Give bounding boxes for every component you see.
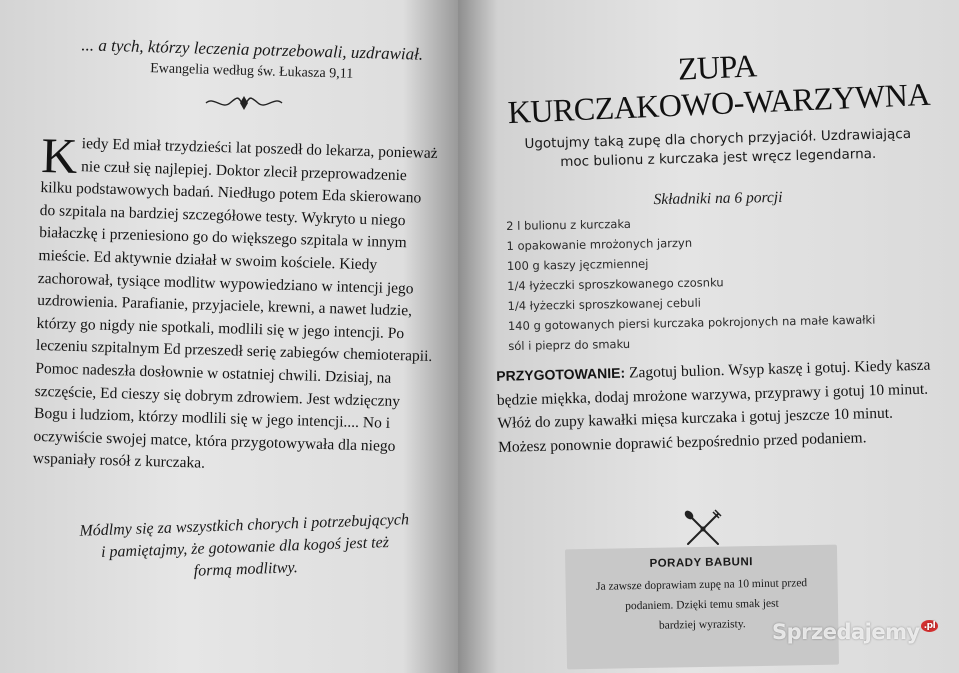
- ingredient-item: 140 g gotowanych piersi kurczaka pokrojonych na małe kawałki: [507, 312, 876, 333]
- grandma-tips-box: [565, 545, 839, 670]
- prayer-line: Módlmy się za wszystkich chorych i potrzebujących: [79, 511, 410, 540]
- ingredient-item: 1/4 łyżeczki sproszkowanej cebuli: [507, 295, 702, 313]
- prayer-line: formą modlitwy.: [193, 559, 299, 580]
- recipe-title-line: KURCZAKOWO-WARZYWNA: [506, 76, 931, 131]
- ingredient-item: 100 g kaszy jęczmiennej: [506, 256, 649, 273]
- ingredients-list: [506, 209, 928, 356]
- story-dropcap: K: [40, 127, 79, 184]
- preparation-text: Zagotuj bulion. Wsyp kaszę i gotuj. Kiedy kasza będzie miękka, dodaj mrożone warzywa, przyprawy i gotuj 10 minut. Włóż do zupy kawałki mięsa kurczaka i gotuj jeszcze 10 minut. Możesz ponownie doprawić bezpośrednio przed podaniem.: [496, 356, 931, 456]
- ingredient-item: 1/4 łyżeczki sproszkowanego czosnku: [507, 275, 724, 293]
- intro-line: moc bulionu z kurczaka jest wręcz legendarna.: [560, 145, 877, 171]
- epigraph-quote: ... a tych, którzy leczenia potrzebowali, uzdrawiał.: [81, 35, 424, 64]
- watermark: [772, 620, 938, 644]
- intro-line: Ugotujmy taką zupę dla chorych przyjaciół. Uzdrawiająca: [524, 125, 912, 153]
- ingredient-item: 2 l bulionu z kurczaka: [506, 216, 632, 233]
- watermark-badge: .pl: [921, 620, 938, 632]
- recipe-title-line: ZUPA: [677, 47, 758, 88]
- epigraph-source: Ewangelia według św. Łukasza 9,11: [149, 61, 354, 82]
- epigraph: [62, 35, 443, 86]
- left-page: [0, 0, 458, 673]
- recipe-intro: [498, 124, 939, 174]
- prayer-text: [69, 509, 421, 587]
- tips-line: podaniem. Dzięki temu smak jest: [625, 597, 779, 613]
- ingredients-heading: Składniki na 6 porcji: [653, 188, 783, 209]
- tips-line: Ja zawsze doprawiam zupę na 10 minut przed: [595, 577, 808, 593]
- preparation: [496, 354, 934, 459]
- prayer-line: i pamiętajmy, że gotowanie dla kogoś jest też: [100, 533, 390, 562]
- tips-line: bardziej wyrazisty.: [658, 618, 746, 632]
- story-text: [32, 127, 440, 482]
- crossed-utensils-icon: [680, 508, 726, 548]
- watermark-text: Sprzedajemy: [772, 620, 920, 644]
- right-page: [458, 0, 959, 673]
- ornament-flourish-icon: [204, 94, 284, 112]
- ingredient-item: 1 opakowanie mrożonych jarzyn: [506, 235, 693, 253]
- ingredient-item: sól i pieprz do smaku: [508, 336, 631, 353]
- recipe-title: [497, 40, 940, 131]
- story-body: iedy Ed miał trzydzieści lat poszedł do lekarza, ponieważ nie czuł się najlepiej. Doktor zlecił przeprowadzenie kilku podstawowych badań. Niedługo potem Eda skierowano do szpitala na bardziej szczegółowe testy. Wykryto u niego białaczkę i przeniesiono go do większego szpitala w innym mieście. Ed aktywnie działał w swoim kościele. Kiedy zachorował, tysiące modlitw wypowiedziano w intencji jego uzdrowienia. Parafianie, przyjaciele, krewni, a nawet ludzie, którzy go nigdy nie spotkali, modlili się w jego intencji. Po leczeniu szpitalnym Ed przeszedł serię zabiegów chemioterapii. Pomoc nadeszła dosłownie w ostatniej chwili. Dzisiaj, na szczęście, Ed cieszy się dobrym zdrowiem. Jest wdzięczny Bogu i ludziom, którzy modlili się w jego intencji.... No i oczywiście swojej matce, która przygotowywała dla niego wspaniały rosół z kurczaka.: [32, 135, 438, 472]
- preparation-label: PRZYGOTOWANIE:: [496, 364, 626, 384]
- tips-title: PORADY BABUNI: [649, 556, 754, 570]
